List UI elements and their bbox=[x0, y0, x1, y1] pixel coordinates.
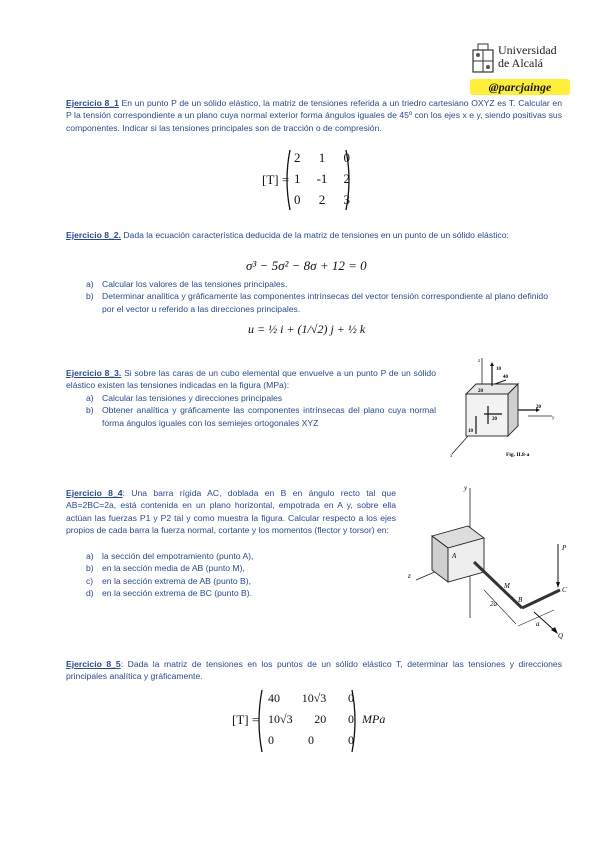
list-item: b) en la sección media de AB (punto M), bbox=[86, 563, 245, 574]
axis-z-label: z bbox=[478, 359, 481, 364]
svg-text:10: 10 bbox=[496, 367, 501, 372]
exercise-8-4-statement bbox=[66, 487, 396, 537]
exercise-8-3-statement bbox=[66, 367, 436, 392]
exercise-8-5-text: : Dada la matriz de tensiones en los puntos de un sólido elástico T, determinar las tensiones y direcciones principales analítica y gráficamente. bbox=[66, 659, 562, 682]
exercise-8-2-list bbox=[66, 278, 548, 315]
svg-text:y: y bbox=[464, 484, 468, 492]
matrix-row-3: 0 0 0 bbox=[268, 733, 354, 747]
matrix-row-3: 0 2 3 bbox=[294, 192, 350, 207]
svg-text:Q: Q bbox=[558, 632, 564, 640]
university-logo bbox=[470, 40, 570, 80]
exercise-8-1-text: En un punto P de un sólido elástico, la matriz de tensiones referida a un triedro cartesiano OXYZ es T. Calcular en P la tensión correspondiente a un plano cuya normal exterior forma ángulos iguales de 45º con los ejes x e y, siendo positivas sus componentes. Indicar si las tensiones principales son de tracción o de compresión. bbox=[66, 98, 562, 133]
exercise-8-4-heading: Ejercicio 8_4 bbox=[66, 488, 123, 498]
svg-text:B: B bbox=[518, 596, 523, 604]
svg-text:10: 10 bbox=[468, 429, 473, 434]
exercise-8-5-heading: Ejercicio 8_5 bbox=[66, 659, 121, 669]
exercise-8-2-heading: Ejercicio 8_2. bbox=[66, 230, 121, 240]
matrix-row-1: 40 10√3 0 bbox=[268, 691, 354, 705]
exercise-8-2-statement bbox=[66, 229, 562, 241]
university-name-line1: Universidad bbox=[498, 43, 557, 57]
list-item: a) Calcular los valores de las tensiones principales. bbox=[86, 279, 288, 289]
university-name-line2: de Alcalá bbox=[498, 56, 543, 70]
bent-bar-figure bbox=[404, 478, 576, 648]
exercise-8-2-text: Dada la ecuación característica deducida de la matriz de tensiones en un punto de un sólido elástico: bbox=[120, 230, 509, 240]
axis-x-label: x bbox=[450, 454, 453, 459]
stress-cube-figure bbox=[448, 356, 568, 460]
exercise-8-4-list bbox=[66, 550, 396, 600]
matrix-row-2: 10√3 20 0 bbox=[268, 712, 354, 726]
axis-y-label: y bbox=[552, 416, 555, 421]
svg-text:P: P bbox=[562, 544, 567, 552]
svg-text:A: A bbox=[452, 552, 457, 560]
exercise-8-3-text: Si sobre las caras de un cubo elemental que envuelve a un punto P de un sólido elástico existen las tensiones indicadas en la figura (MPa): bbox=[66, 368, 436, 391]
exercise-8-1-matrix bbox=[262, 148, 362, 212]
matrix-row-2: 1 -1 2 bbox=[294, 171, 350, 186]
svg-text:20: 20 bbox=[492, 417, 497, 422]
exercise-8-5-statement bbox=[66, 658, 562, 683]
svg-text:40: 40 bbox=[503, 375, 508, 380]
exercise-8-3-heading: Ejercicio 8_3. bbox=[66, 368, 122, 378]
characteristic-equation: σ³ − 5σ² − 8σ + 12 = 0 bbox=[246, 258, 367, 273]
exercise-8-4-text: : Una barra rígida AC, doblada en B en ángulo recto tal que AB=2BC=2a, está contenida en un plano horizontal, empotrada en A y, sobre ella actúan las fuerzas P1 y P2 tal y como muestra la figura. Calcular respecto a los ejes propios de cada barra la fuerza normal, cortante y los momentos (flector y torsor) en: bbox=[66, 488, 396, 536]
svg-text:C: C bbox=[562, 586, 567, 594]
list-item: d) en la sección extrema de BC (punto B). bbox=[86, 588, 252, 599]
exercise-8-3-list bbox=[66, 392, 436, 429]
matrix-label: [T] = bbox=[262, 172, 290, 187]
list-item: a) la sección del empotramiento (punto A), bbox=[86, 551, 254, 561]
svg-text:20: 20 bbox=[536, 405, 541, 410]
exercise-8-5-matrix bbox=[232, 688, 412, 754]
matrix-row-1: 2 1 0 bbox=[294, 150, 350, 165]
svg-text:2a: 2a bbox=[490, 600, 497, 608]
matrix-label: [T] = bbox=[232, 712, 260, 727]
vector-equation: u = ½ i + (1/√2) j + ½ k bbox=[248, 322, 366, 336]
list-item: b) Determinar analítica y gráficamente las componentes intrínsecas del vector tensión correspondiente al plano definido por el vector u referido a las direcciones principales. bbox=[86, 291, 548, 314]
svg-text:a: a bbox=[536, 620, 540, 628]
exercise-8-1-heading: Ejercicio 8_1 bbox=[66, 98, 119, 108]
matrix-unit: MPa bbox=[362, 712, 386, 726]
exercise-8-1-statement bbox=[66, 97, 562, 134]
svg-text:M: M bbox=[504, 582, 510, 590]
figure-caption: Fig. II.8-a bbox=[506, 452, 530, 458]
svg-text:z: z bbox=[408, 572, 411, 580]
university-crest-icon bbox=[470, 42, 496, 76]
author-handle-badge: @parcjainge bbox=[470, 79, 570, 95]
list-item: a) Calcular las tensiones y direcciones principales bbox=[86, 393, 283, 403]
list-item: b) Obtener analítica y gráficamente las componentes intrínsecas del plano cuya normal forma ángulos iguales con los semiejes ortogonales XYZ bbox=[86, 405, 436, 428]
list-item: c) en la sección extrema de AB (punto B), bbox=[86, 575, 252, 586]
svg-text:20: 20 bbox=[478, 389, 483, 394]
